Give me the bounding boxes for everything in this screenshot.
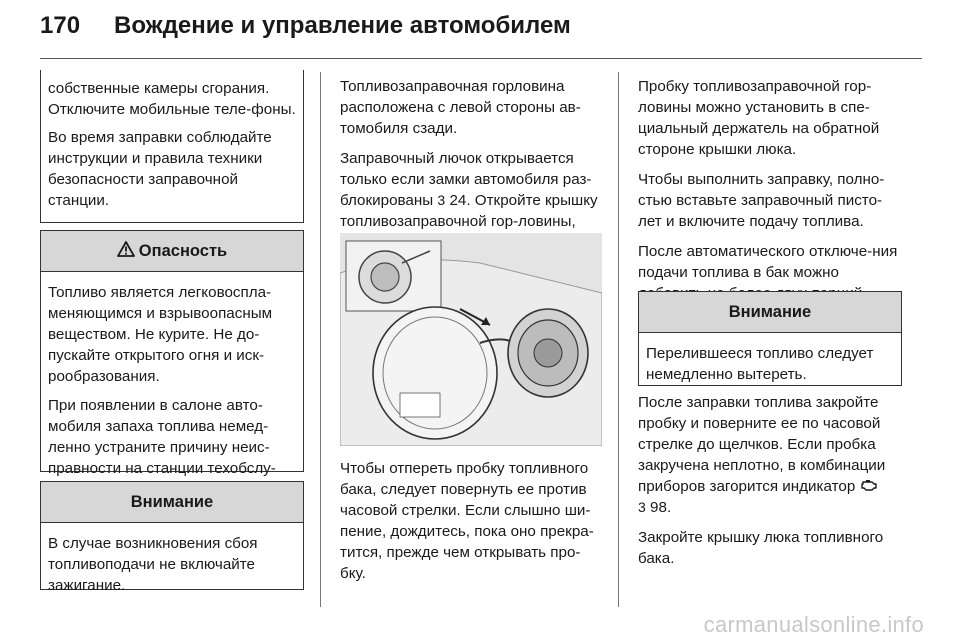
engine-check-icon (860, 478, 878, 495)
continued-text-2: Во время заправки соблюдайте инструкции и правила техники безопасности заправочной станции. (48, 129, 272, 209)
continued-warning-box (40, 70, 304, 223)
page-title: Вождение и управление автомобилем (114, 12, 571, 39)
caution-text: Перелившееся топливо следует немедленно вытереть. (646, 345, 874, 383)
col2-paragraph-2-text: Заправочный лючок открывается только если замки автомобиля раз-блокированы (340, 150, 592, 209)
page-ref-link[interactable]: 24 (449, 192, 467, 209)
col3-paragraph-3: После автоматического отключе-ния подачи топлива в бак можно (638, 243, 898, 281)
col2-paragraph-1: Топливозаправочная горловина расположена с левой стороны ав-томобиля сзади. (340, 78, 581, 137)
danger-text-2: При появлении в салоне авто-мобиля запаха топлива немед-ленно устраните причину неис-правности на станции техобслу- (48, 397, 276, 477)
page-ref-arrow-icon: 3 (638, 499, 646, 515)
col3-paragraph-5: Закройте крышку люка топливного бака. (638, 529, 884, 567)
col3-paragraph-4-text: После заправки топлива закройте пробку и поверните ее по часовой стрелке до щелчков. Если пробка закручена неплотно, в комбинации приборов загорится индикатор (638, 394, 886, 495)
watermark: carmanualsonline.info (703, 612, 924, 637)
danger-text-1: Топливо является легковоспла-меняющимся и взрывоопасным веществом. Не курите. Не до-пускайте открытого огня и иск-рообразования. (48, 284, 273, 385)
header-divider (40, 58, 922, 59)
page-ref-link[interactable]: 98 (650, 499, 667, 516)
caution-text: В случае возникновения сбоя топливоподачи не включайте зажигание. (48, 535, 258, 594)
danger-box-header (41, 231, 303, 272)
caution-box-header: Внимание (41, 482, 303, 523)
page-number: 170 (40, 12, 81, 39)
column-2-bottom (340, 458, 602, 584)
danger-box (40, 230, 304, 477)
column-divider-1 (320, 72, 321, 607)
col2-paragraph-3: Чтобы отпереть пробку топливного бака, следует повернуть ее против часовой стрелки. Если слышно ши-пение, дождитесь, пока оно прекра-тится, прежде чем открывать про-бку. (340, 460, 594, 582)
fuel-cap-drawing-icon (340, 233, 602, 446)
caution-box-spill (638, 291, 902, 386)
continued-text-1: собственные камеры сгорания. Отключите мобильные теле-фоны. (48, 80, 296, 118)
page-ref-arrow-icon: 3 (437, 192, 446, 208)
col2-paragraph-2-rest: . Откройте крышку топливозаправочной гор-ловины, (340, 192, 598, 230)
caution-box-header: Внимание (639, 292, 901, 333)
warning-triangle-icon (117, 241, 135, 262)
col3-paragraph-2: Чтобы выполнить заправку, полно-стью вставьте заправочный писто-лет и включите подачу топлива. (638, 171, 885, 230)
danger-box-title: Опасность (138, 241, 228, 260)
fuel-filler-illustration (340, 233, 602, 446)
caution-box-ignition (40, 481, 304, 594)
column-divider-2 (618, 72, 619, 607)
col3-paragraph-4: После заправки топлива закройте пробку и поверните ее по часовой стрелке до щелчков. Если пробка закручена неплотно, в комбинации приборов загорится индикатор 3 98. (638, 394, 886, 516)
col3-paragraph-1: Пробку топливозаправочной гор-ловины можно установить в спе-циальный держатель на обратной стороне крышки люка. (638, 78, 880, 158)
column-3-bottom (638, 392, 900, 578)
